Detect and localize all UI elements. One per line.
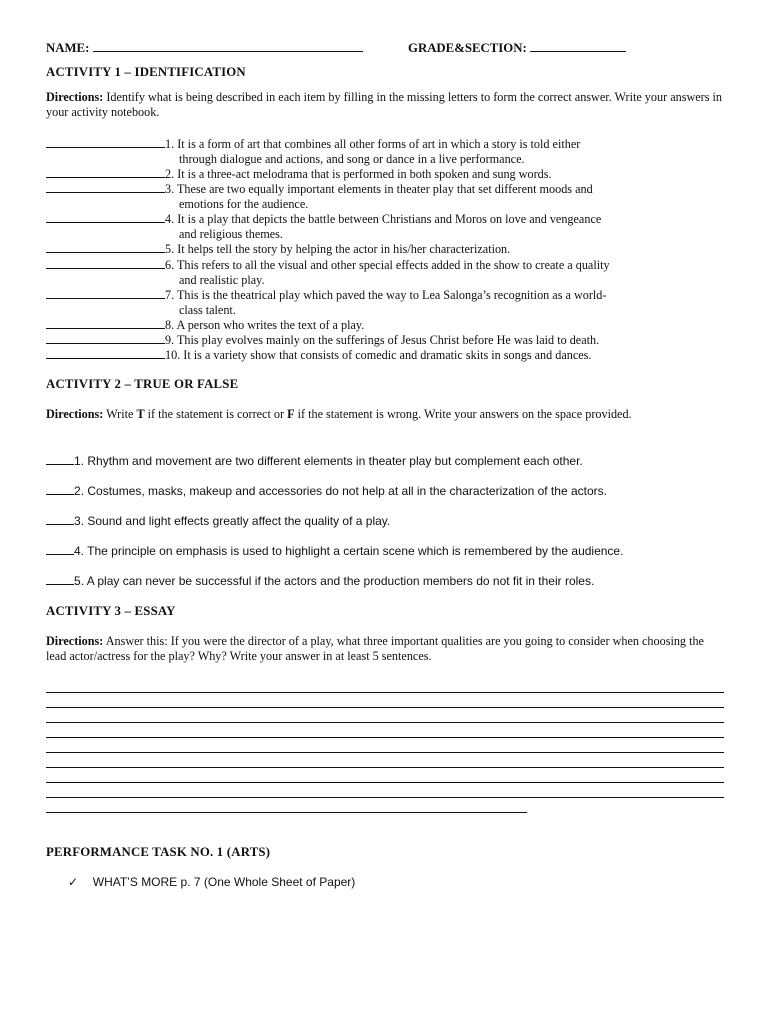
- grade-section-blank[interactable]: [530, 40, 626, 52]
- item-text: It is a variety show that consists of comedic and dramatic skits in songs and dances.: [183, 348, 592, 362]
- item-number: 2.: [165, 167, 175, 181]
- item-text-continued: emotions for the audience.: [179, 197, 309, 211]
- item-number: 6.: [165, 258, 175, 272]
- item-number: 4.: [74, 544, 85, 558]
- answer-line[interactable]: [46, 752, 724, 753]
- f-letter: F: [287, 407, 295, 421]
- answer-blank[interactable]: [46, 257, 165, 269]
- answer-line[interactable]: [46, 782, 724, 783]
- answer-line[interactable]: [46, 797, 724, 798]
- answer-line[interactable]: [46, 812, 527, 813]
- item-number: 5.: [165, 242, 175, 256]
- answer-blank[interactable]: [46, 241, 165, 253]
- grade-section-line: [408, 40, 626, 56]
- activity3-title: ACTIVITY 3 – ESSAY: [46, 604, 176, 618]
- item-text-continued: through dialogue and actions, and song or dance in a live performance.: [179, 152, 525, 166]
- item-text: It is a form of art that combines all other forms of art in which a story is told either: [177, 137, 581, 151]
- item-text-continued: and religious themes.: [179, 227, 283, 241]
- directions-text: if the statement is wrong. Write your answers on the space provided.: [294, 407, 632, 421]
- identification-item: [46, 166, 726, 182]
- activity1-directions: [46, 90, 726, 120]
- true-false-item: [46, 543, 726, 559]
- true-false-item: [46, 513, 726, 529]
- answer-line[interactable]: [46, 737, 724, 738]
- item-number: 1.: [165, 137, 175, 151]
- true-false-item: [46, 483, 726, 499]
- item-text: The principle on emphasis is used to highlight a certain scene which is remembered by the audience.: [87, 544, 624, 558]
- name-blank[interactable]: [93, 40, 363, 52]
- answer-line[interactable]: [46, 722, 724, 723]
- identification-item: [46, 181, 726, 212]
- true-false-item: [46, 573, 726, 589]
- item-number: 2.: [74, 484, 85, 498]
- answer-blank[interactable]: [46, 211, 165, 223]
- item-number: 3.: [165, 182, 175, 196]
- directions-label: Directions:: [46, 407, 104, 421]
- answer-blank[interactable]: [46, 513, 74, 525]
- item-number: 1.: [74, 454, 85, 468]
- answer-blank[interactable]: [46, 166, 165, 178]
- item-text: Costumes, masks, makeup and accessories do not help at all in the characterization of the actors.: [87, 484, 607, 498]
- answer-blank[interactable]: [46, 573, 74, 585]
- answer-blank[interactable]: [46, 543, 74, 555]
- directions-text: Write: [106, 407, 137, 421]
- identification-item: [46, 257, 726, 288]
- answer-blank[interactable]: [46, 136, 165, 148]
- directions-text: Identify what is being described in each item by filling in the missing letters to form the correct answer. Write your answers in your activity notebook.: [46, 90, 722, 119]
- item-text: It helps tell the story by helping the actor in his/her characterization.: [177, 242, 511, 256]
- identification-item: [46, 136, 726, 167]
- item-text: It is a three-act melodrama that is performed in both spoken and sung words.: [177, 167, 552, 181]
- item-text-continued: and realistic play.: [179, 273, 265, 287]
- item-number: 10.: [165, 348, 181, 362]
- identification-item: [46, 317, 726, 333]
- activity2-title: ACTIVITY 2 – TRUE OR FALSE: [46, 377, 239, 391]
- activity3-directions: [46, 634, 726, 664]
- item-text: This is the theatrical play which paved the way to Lea Salonga’s recognition as a world-: [176, 288, 607, 302]
- true-false-item: [46, 453, 726, 469]
- item-number: 9.: [165, 333, 175, 347]
- item-number: 8.: [165, 318, 175, 332]
- item-number: 4.: [165, 212, 175, 226]
- answer-blank[interactable]: [46, 332, 165, 344]
- directions-text: if the statement is correct or: [144, 407, 288, 421]
- directions-label: Directions:: [46, 634, 104, 648]
- identification-item: [46, 211, 726, 242]
- name-line: [46, 40, 363, 56]
- name-label: NAME:: [46, 41, 90, 55]
- item-text: This play evolves mainly on the sufferings of Jesus Christ before He was laid to death.: [176, 333, 600, 347]
- item-text: Rhythm and movement are two different elements in theater play but complement each other.: [87, 454, 583, 468]
- item-text: It is a play that depicts the battle between Christians and Moros on love and vengeance: [177, 212, 602, 226]
- performance-task-item: [68, 875, 355, 890]
- t-letter: T: [136, 407, 145, 421]
- check-icon: ✓: [68, 875, 79, 889]
- answer-blank[interactable]: [46, 453, 74, 465]
- item-text: These are two equally important elements in theater play that set different moods and: [176, 182, 593, 196]
- performance-task-text: WHAT’S MORE p. 7 (One Whole Sheet of Paper): [92, 875, 356, 889]
- activity1-title: ACTIVITY 1 – IDENTIFICATION: [46, 65, 246, 79]
- identification-item: [46, 347, 726, 363]
- answer-line[interactable]: [46, 707, 724, 708]
- item-text: A person who writes the text of a play.: [176, 318, 365, 332]
- item-text: This refers to all the visual and other special effects added in the show to create a quality: [176, 258, 610, 272]
- answer-blank[interactable]: [46, 287, 165, 299]
- identification-item: [46, 332, 726, 348]
- identification-item: [46, 241, 726, 257]
- answer-blank[interactable]: [46, 317, 165, 329]
- item-text-continued: class talent.: [179, 303, 236, 317]
- item-number: 5.: [74, 574, 85, 588]
- item-text: Sound and light effects greatly affect the quality of a play.: [87, 514, 391, 528]
- answer-line[interactable]: [46, 692, 724, 693]
- activity2-directions: [46, 407, 726, 422]
- grade-section-label: GRADE&SECTION:: [408, 41, 527, 55]
- item-number: 7.: [165, 288, 175, 302]
- answer-line[interactable]: [46, 767, 724, 768]
- answer-blank[interactable]: [46, 181, 165, 193]
- item-text: A play can never be successful if the actors and the production members do not fit in their roles.: [86, 574, 595, 588]
- identification-item: [46, 287, 726, 318]
- answer-blank[interactable]: [46, 483, 74, 495]
- item-number: 3.: [74, 514, 85, 528]
- directions-text: Answer this: If you were the director of a play, what three important qualities are you going to consider when choosing the lead actor/actress for the play? Why? Write your answer in at least 5 sentences.: [46, 634, 704, 663]
- directions-label: Directions:: [46, 90, 104, 104]
- answer-blank[interactable]: [46, 347, 165, 359]
- performance-task-title: PERFORMANCE TASK NO. 1 (ARTS): [46, 845, 271, 859]
